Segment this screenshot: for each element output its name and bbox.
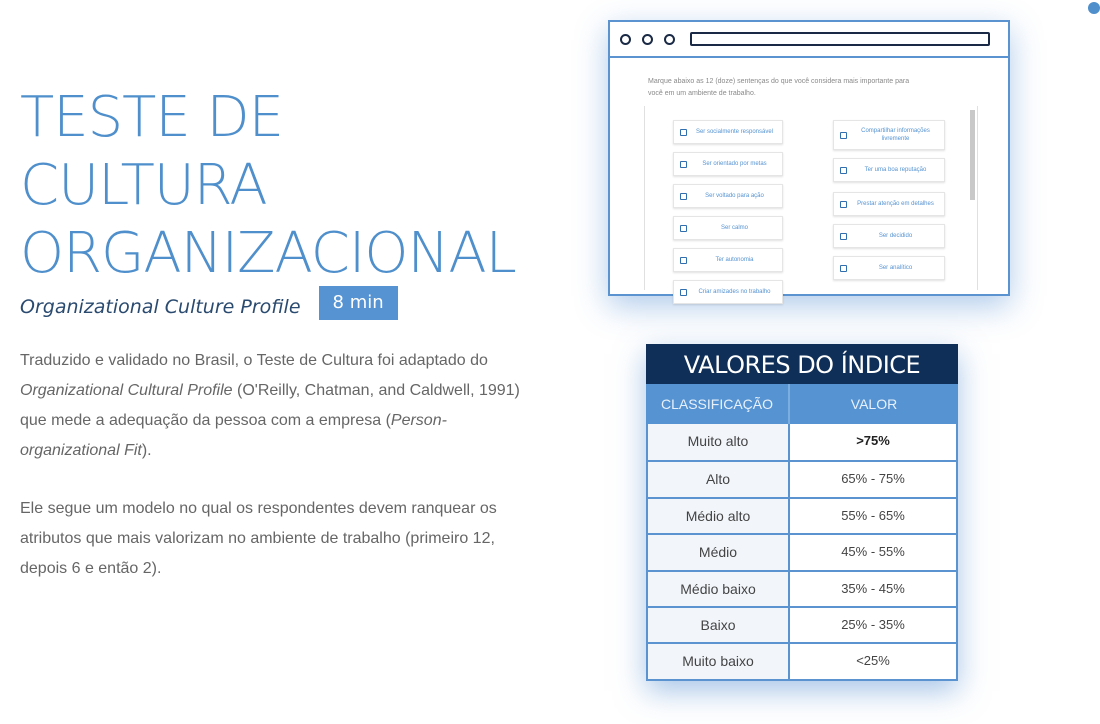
value-cell: >75% <box>790 424 956 460</box>
table-row <box>648 460 956 496</box>
checkbox-icon[interactable] <box>680 225 687 232</box>
window-dot-icon <box>620 34 631 45</box>
description-paragraph-1: Traduzido e validado no Brasil, o Teste de Cultura foi adaptado do Organizational Cultural Profile (O'Reilly, Chatman, and Caldwell, 1991) que mede a adequação da pessoa com a empresa (Person-organizational Fit). <box>20 352 520 459</box>
option-checkbox[interactable] <box>673 280 783 304</box>
index-table-title: VALORES DO ÍNDICE <box>646 344 958 384</box>
window-dot-icon <box>664 34 675 45</box>
option-label: Criar amizades no trabalho <box>698 289 771 295</box>
table-row <box>648 570 956 606</box>
table-row <box>648 533 956 569</box>
checkbox-icon[interactable] <box>840 201 847 208</box>
table-row <box>648 424 956 460</box>
index-table-header <box>646 384 958 424</box>
index-table-body <box>646 424 958 681</box>
classification-cell: Médio alto <box>648 499 790 533</box>
value-cell: 65% - 75% <box>790 462 956 496</box>
checkbox-icon[interactable] <box>680 161 687 168</box>
checkbox-icon[interactable] <box>840 265 847 272</box>
checkbox-icon[interactable] <box>680 257 687 264</box>
option-label: Ser orientado por metas <box>702 161 767 167</box>
option-checkbox[interactable] <box>673 248 783 272</box>
browser-toolbar <box>610 22 1008 58</box>
checkbox-icon[interactable] <box>680 289 687 296</box>
subtitle: Organizational Culture Profile <box>20 296 301 318</box>
value-cell: 55% - 65% <box>790 499 956 533</box>
option-label: Ser decidido <box>878 233 913 239</box>
description <box>20 346 520 584</box>
checkbox-icon[interactable] <box>840 167 847 174</box>
option-checkbox[interactable] <box>673 184 783 208</box>
option-checkbox[interactable] <box>833 120 945 150</box>
option-label: Ser voltado para ação <box>705 193 764 199</box>
title-line-2: CULTURA <box>20 153 267 218</box>
description-paragraph-2: Ele segue um modelo no qual os respondentes devem ranquear os atributos que mais valorizam no ambiente de trabalho (primeiro 12, depois 6 e então 2). <box>20 500 497 577</box>
value-cell: <25% <box>790 644 956 678</box>
scrollbar <box>970 110 975 200</box>
title-line-3: ORGANIZACIONAL <box>20 221 516 286</box>
table-row <box>648 497 956 533</box>
classification-cell: Médio <box>648 535 790 569</box>
option-label: Ser socialmente responsável <box>695 129 774 135</box>
option-label: Ter uma boa reputação <box>864 167 927 173</box>
option-label: Compartilhar informações livremente <box>861 128 930 142</box>
title-line-1: TESTE DE <box>20 85 284 150</box>
option-checkbox[interactable] <box>673 152 783 176</box>
window-dot-icon <box>642 34 653 45</box>
option-checkbox[interactable] <box>833 224 945 248</box>
options-form <box>644 106 978 295</box>
option-label: Ter autonomia <box>715 257 754 263</box>
classification-cell: Alto <box>648 462 790 496</box>
form-instruction: Marque abaixo as 12 (doze) sentenças do que você considera mais importante para você em um ambiente de trabalho. <box>648 78 910 97</box>
option-label: Ser calmo <box>720 225 748 231</box>
header-classification: CLASSIFICAÇÃO <box>646 384 790 424</box>
option-label: Prestar atenção em detalhes <box>857 201 934 207</box>
option-checkbox[interactable] <box>833 256 945 280</box>
value-cell: 35% - 45% <box>790 572 956 606</box>
checkbox-icon[interactable] <box>840 132 847 139</box>
option-checkbox[interactable] <box>833 192 945 216</box>
classification-cell: Muito baixo <box>648 644 790 678</box>
index-table <box>646 344 958 681</box>
option-checkbox[interactable] <box>673 216 783 240</box>
header-value: VALOR <box>850 396 898 412</box>
address-bar <box>690 32 990 46</box>
option-checkbox[interactable] <box>673 120 783 144</box>
checkbox-icon[interactable] <box>840 233 847 240</box>
decorative-dot <box>1088 2 1100 14</box>
checkbox-icon[interactable] <box>680 129 687 136</box>
page-title <box>20 84 560 288</box>
classification-cell: Médio baixo <box>648 572 790 606</box>
table-row <box>648 642 956 678</box>
subtitle-row <box>20 286 398 320</box>
table-row <box>648 606 956 642</box>
value-cell: 25% - 35% <box>790 608 956 642</box>
browser-mockup <box>608 20 1010 296</box>
checkbox-icon[interactable] <box>680 193 687 200</box>
duration-badge: 8 min <box>319 286 398 320</box>
classification-cell: Baixo <box>648 608 790 642</box>
option-label: Ser analítico <box>878 265 913 271</box>
value-cell: 45% - 55% <box>790 535 956 569</box>
classification-cell: Muito alto <box>648 424 790 460</box>
option-checkbox[interactable] <box>833 158 945 182</box>
